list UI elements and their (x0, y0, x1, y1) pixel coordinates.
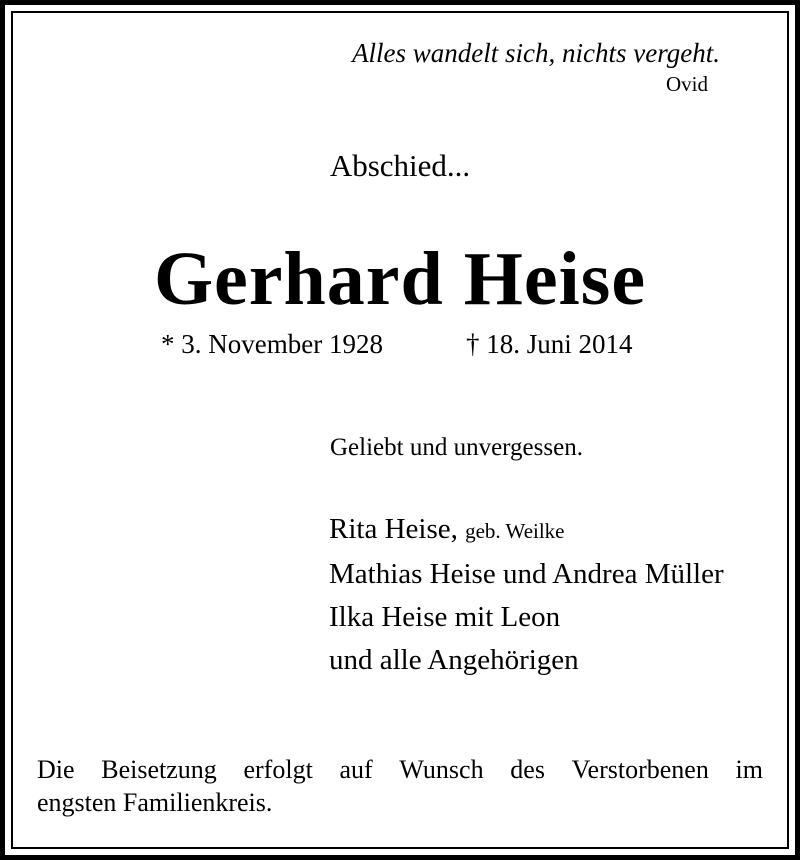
notice-word: Beisetzung (101, 755, 217, 784)
death-date: † 18. Juni 2014 (466, 329, 633, 359)
mourner-mathias-andrea: Mathias Heise und Andrea Müller (329, 558, 724, 590)
funeral-notice (37, 753, 763, 819)
mourners-list (329, 508, 724, 682)
inner-border (11, 11, 789, 849)
deceased-name: Gerhard Heise (153, 237, 647, 321)
notice-word: Wunsch (399, 755, 484, 784)
notice-word: im (735, 755, 763, 784)
mourner-name: Rita Heise, (329, 513, 458, 545)
epigraph-quote: Alles wandelt sich, nichts vergeht. (352, 38, 720, 68)
epigraph-author: Ovid (666, 72, 708, 96)
notice-word: erfolgt (243, 755, 313, 784)
notice-line-1 (37, 753, 763, 786)
mourner-ilka-leon: Ilka Heise mit Leon (329, 601, 561, 633)
mourner-rita (329, 508, 724, 553)
maiden-name: geb. Weilke (465, 519, 565, 543)
notice-word: des (510, 755, 545, 784)
notice-word: Verstorbenen (571, 755, 709, 784)
notice-word: auf (339, 755, 373, 784)
tagline: Geliebt und unvergessen. (330, 434, 583, 461)
notice-line-2: engsten Familienkreis. (37, 788, 273, 817)
notice-word: Die (37, 755, 75, 784)
mourner-relatives: und alle Angehörigen (329, 644, 579, 676)
birth-date: * 3. November 1928 (161, 329, 383, 359)
farewell-heading: Abschied... (329, 148, 471, 183)
